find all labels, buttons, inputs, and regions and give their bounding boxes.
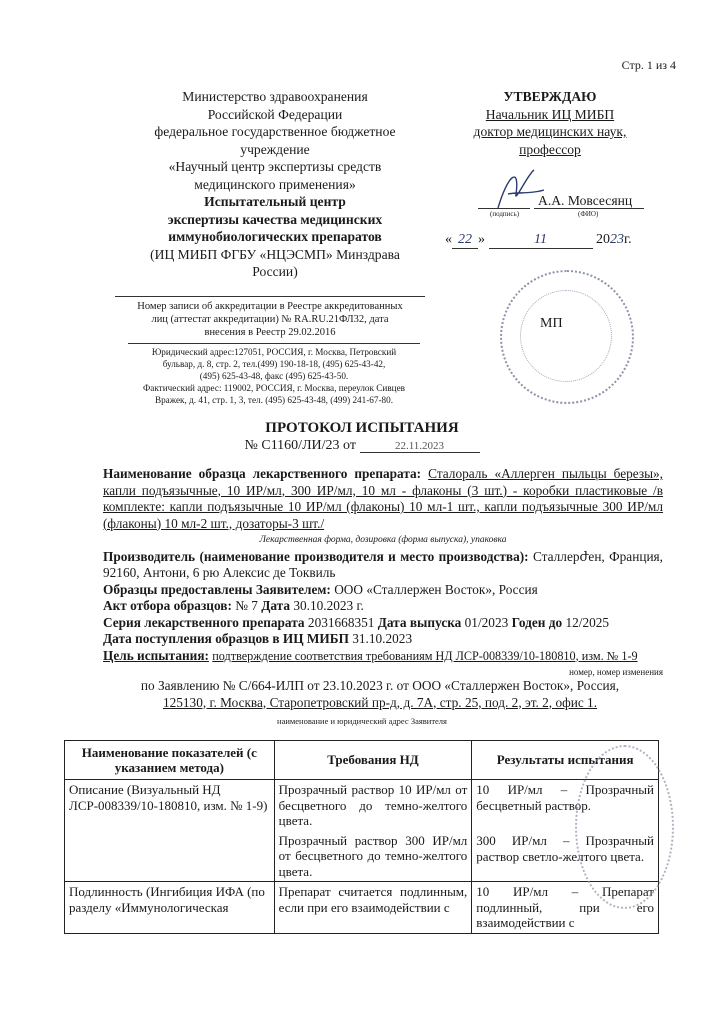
requirement-cell <box>274 882 472 934</box>
applicant-info <box>120 678 640 711</box>
legal-address-line: бульвар, д. 8, стр. 2, тел.(499) 190-18-18, (495) 625-43-42, <box>162 359 386 369</box>
approval-date <box>445 232 665 249</box>
name-hint: (ФИО) <box>578 210 599 218</box>
actual-address-line: Фактический адрес: 119002, РОССИЯ, г. Москва, переулок Сивцев <box>143 383 405 393</box>
approver-name: А.А. Мовсесянц <box>538 193 633 208</box>
purpose-hint: номер, номер изменения <box>569 667 663 677</box>
approval-title: УТВЕРЖДАЮ <box>503 89 597 104</box>
divider <box>128 343 420 344</box>
release-value: 01/2023 <box>464 614 509 630</box>
date-day: 22 <box>452 232 478 249</box>
requirement-text: Прозрачный раствор 10 ИР/мл от бесцветного до темно-желтого цвета. <box>278 782 468 828</box>
approval-block <box>455 88 645 158</box>
sample-info <box>103 466 663 681</box>
accreditation-line: внесения в Реестр 29.02.2016 <box>204 327 336 338</box>
company-stamp <box>575 745 674 909</box>
date-year-prefix: 20 <box>596 232 610 247</box>
ministry-line: медицинского применения» <box>194 176 356 192</box>
sample-name-value: Сталораль «Аллерген пыльцы березы», капли подъязычные, 10 ИР/мл, 300 ИР/мл, 10 мл - флаконы (3 шт.) - коробки пластиковые /в комплекте: капли подъязычные 10 ИР/мл (флаконы) 10 мл-1 шт., капли подъязычные 300 ИР/мл (флаконы) 10 мл-2 шт., дозаторы-3 шт./ <box>103 466 664 531</box>
protocol-number: № С1160/ЛИ/23 от <box>244 438 356 453</box>
valid-value: 12/2025 <box>565 614 610 630</box>
approver-degree: доктор медицинских наук, <box>473 124 627 139</box>
date-quote-open: « <box>445 232 452 247</box>
series-value: 2031668351 <box>307 614 375 630</box>
manufacturer-para <box>103 549 663 582</box>
indicator-cell: Описание (Визуальный НД ЛСР-008339/10-180810, изм. № 1-9) <box>65 780 275 882</box>
provided-para <box>103 582 663 599</box>
date-quote-close: » <box>478 232 485 247</box>
approver-position: Начальник ИЦ МИБП <box>485 106 615 122</box>
accreditation-info <box>115 300 425 339</box>
accreditation-line: лиц (аттестат аккредитации) № RA.RU.21ФЛ32, дата <box>151 314 389 325</box>
sample-name-label: Наименование образца лекарственного препарата: <box>103 466 422 481</box>
ministry-header <box>130 88 420 281</box>
divider <box>115 296 425 297</box>
sample-name-para <box>103 466 663 532</box>
purpose-para <box>103 648 663 665</box>
sample-name-hint: Лекарственная форма, дозировка (форма выпуска), упаковка <box>259 535 507 545</box>
series-para <box>103 615 663 632</box>
signature-hint: (подпись) <box>490 210 520 218</box>
date-year-end: г. <box>624 232 632 247</box>
purpose-label: Цель испытания: <box>103 647 209 663</box>
act-date-label: Дата <box>261 598 291 613</box>
receipt-label: Дата поступления образцов в ИЦ МИБП <box>103 631 349 646</box>
signature-line <box>478 208 530 209</box>
applicant-line: 125130, г. Москва, Старопетровский пр-д, д. 7А, стр. 25, под. 2, эт. 2, офис 1. <box>162 694 598 710</box>
act-date-value: 30.10.2023 г. <box>293 598 364 613</box>
indicator-cell: Подлинность (Ингибиция ИФА (по разделу «Иммунологическая <box>65 882 275 934</box>
series-label: Серия лекарственного препарата <box>103 614 305 630</box>
provided-label: Образцы предоставлены Заявителем: <box>103 581 331 597</box>
ministry-line: (ИЦ МИБП ФГБУ «НЦЭСМП» Минздрава <box>150 246 400 262</box>
testing-center-line: иммунобиологических препаратов <box>168 229 382 244</box>
ministry-line: федеральное государственное бюджетное <box>154 124 396 139</box>
testing-center-line: экспертизы качества медицинских <box>167 211 383 227</box>
release-label: Дата выпуска <box>377 614 462 630</box>
testing-center-line: Испытательный центр <box>204 194 346 209</box>
receipt-para <box>103 631 663 648</box>
page-number: Стр. 1 из 4 <box>621 58 676 72</box>
header-results: Результаты испытания <box>472 741 659 780</box>
ministry-line: Министерство здравоохранения <box>182 89 368 104</box>
protocol-number-row <box>0 438 724 454</box>
applicant-line: по Заявлению № С/664-ИЛП от 23.10.2023 г. от ООО «Сталлержен Восток», Россия, <box>140 678 620 693</box>
accreditation-line: Номер записи об аккредитации в Реестре аккредитованных <box>137 301 403 312</box>
table-row <box>65 882 659 934</box>
date-month: 11 <box>489 232 593 249</box>
act-value: № 7 <box>235 598 258 613</box>
table-header-row <box>65 741 659 780</box>
result-text: 10 ИР/мл – Прозрачный бесцветный раствор. <box>476 782 654 813</box>
receipt-value: 31.10.2023 <box>352 631 413 646</box>
ministry-line: учреждение <box>240 141 310 157</box>
signature-row <box>460 188 660 222</box>
manufacturer-value: Сталлерժен, Франция, 92160, Антони, 6 рю Алексис де Токвиль <box>103 548 663 580</box>
provided-value: ООО «Сталлержен Восток», Россия <box>334 581 538 597</box>
manufacturer-label: Производитель (наименование производителя и место производства): <box>103 548 529 564</box>
ministry-line: «Научный центр экспертизы средств <box>168 159 382 174</box>
results-table <box>64 740 659 934</box>
stamp-label: МП <box>540 316 563 331</box>
legal-address-line: (495) 625-43-48, факс (495) 625-43-50. <box>199 371 349 381</box>
applicant-hint: наименование и юридический адрес Заявителя <box>277 716 447 726</box>
header-requirements: Требования НД <box>274 741 472 780</box>
ministry-line: России) <box>252 264 298 279</box>
ministry-line: Российской Федерации <box>207 106 343 122</box>
act-para <box>103 598 663 615</box>
actual-address-line: Вражек, д. 41, стр. 1, 3, тел. (495) 625-43-48, (499) 241-67-80. <box>154 395 394 405</box>
date-year-suffix: 23 <box>610 232 624 247</box>
requirement-cell <box>274 780 472 882</box>
legal-address-line: Юридический адрес:127051, РОССИЯ, г. Москва, Петровский <box>151 347 397 357</box>
requirement-text: Прозрачный раствор 300 ИР/мл от бесцветного до темно-желтого цвета. <box>278 832 468 879</box>
approver-title: профессор <box>519 141 581 157</box>
purpose-value: подтверждение соответствия требованиям НД ЛСР-008339/10-180810, изм. № 1-9 <box>212 648 638 663</box>
address-info <box>128 346 420 406</box>
header-indicator: Наименование показателей (с указанием метода) <box>65 741 275 780</box>
result-text: 300 ИР/мл – Прозрачный раствор светло-желтого цвета. <box>476 833 654 864</box>
protocol-date: 22.11.2023 <box>360 440 480 453</box>
protocol-title: ПРОТОКОЛ ИСПЫТАНИЯ <box>265 420 459 436</box>
name-line <box>534 208 644 209</box>
table-row <box>65 780 659 882</box>
valid-label: Годен до <box>511 614 563 630</box>
requirement-text: Препарат считается подлинным, если при его взаимодействии с <box>278 884 468 915</box>
seal-stamp-inner <box>520 290 612 382</box>
result-text: 10 ИР/мл – Препарат подлинный, при его взаимодействии с <box>476 884 654 930</box>
act-label: Акт отбора образцов: <box>103 598 232 613</box>
